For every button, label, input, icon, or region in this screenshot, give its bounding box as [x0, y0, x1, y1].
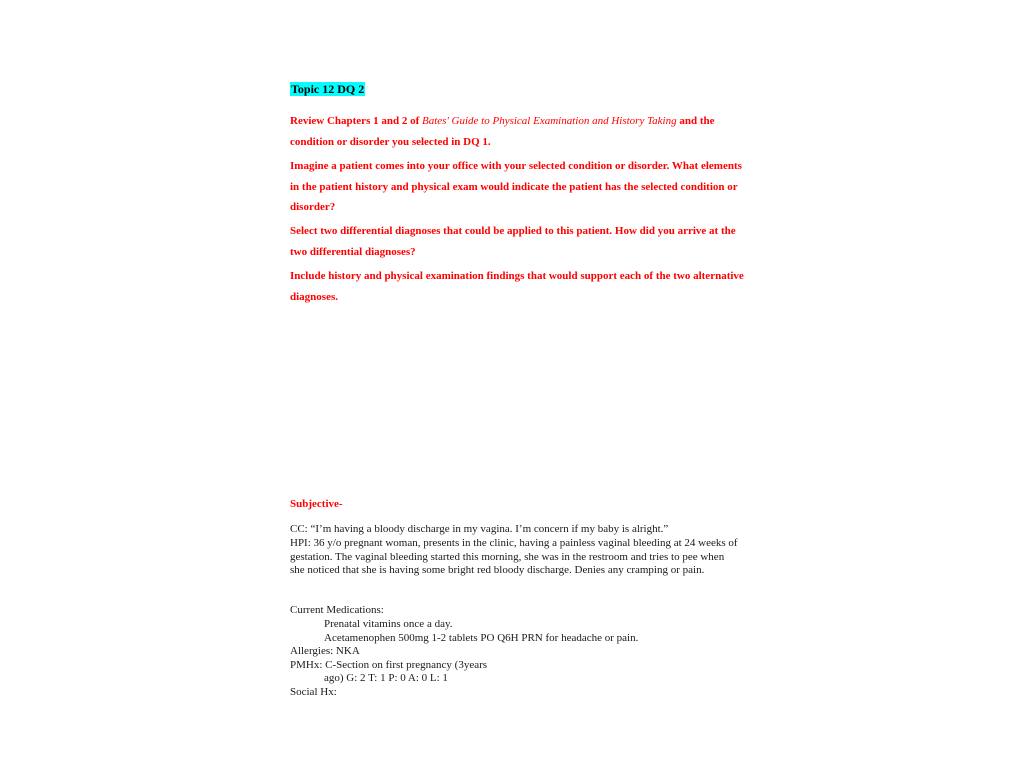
prompt-paragraph-3: Select two differential diagnoses that could be applied to this patient. How did you arrive at the two differential diagnoses?: [290, 225, 736, 258]
subjective-heading: Subjective-: [290, 498, 343, 510]
document-title: Topic 12 DQ 2: [291, 82, 365, 96]
prompt-p1-before: Review Chapters 1 and 2 of: [290, 115, 422, 127]
medication-item: Prenatal vitamins once a day.: [324, 618, 453, 630]
allergies: Allergies: NKA: [290, 645, 360, 657]
medications-heading: Current Medications:: [290, 604, 384, 616]
past-medical-history-continued: ago) G: 2 T: 1 P: 0 A: 0 L: 1: [324, 672, 448, 684]
social-history: Social Hx:: [290, 686, 337, 698]
book-title: Bates' Guide to Physical Examination and History Taking: [422, 115, 677, 127]
prompt-paragraph-2: Imagine a patient comes into your office with your selected condition or disorder. What elements in the patient history and physical exam would indicate the patient has the selected condition or disorder?: [290, 160, 742, 213]
prompt-p1-after: and the condition or disorder you selected in DQ 1.: [290, 115, 715, 148]
medication-item: Acetamenophen 500mg 1-2 tablets PO Q6H PRN for headache or pain.: [324, 632, 639, 644]
history-present-illness: HPI: 36 y/o pregnant woman, presents in the clinic, having a painless vaginal bleeding at 24 weeks of gestation. The vaginal bleeding started this morning, she was in the restroom and tries to pee when she noticed that she is having some bright red bloody discharge. Denies any cramping or pain.: [290, 537, 738, 577]
prompt-paragraph-4: Include history and physical examination findings that would support each of the two alternative diagnoses.: [290, 270, 744, 303]
past-medical-history: PMHx: C-Section on first pregnancy (3years: [290, 659, 488, 671]
chief-complaint: CC: “I’m having a bloody discharge in my vagina. I’m concern if my baby is alright.”: [290, 523, 669, 535]
prompt-paragraph-1: [290, 111, 750, 152]
